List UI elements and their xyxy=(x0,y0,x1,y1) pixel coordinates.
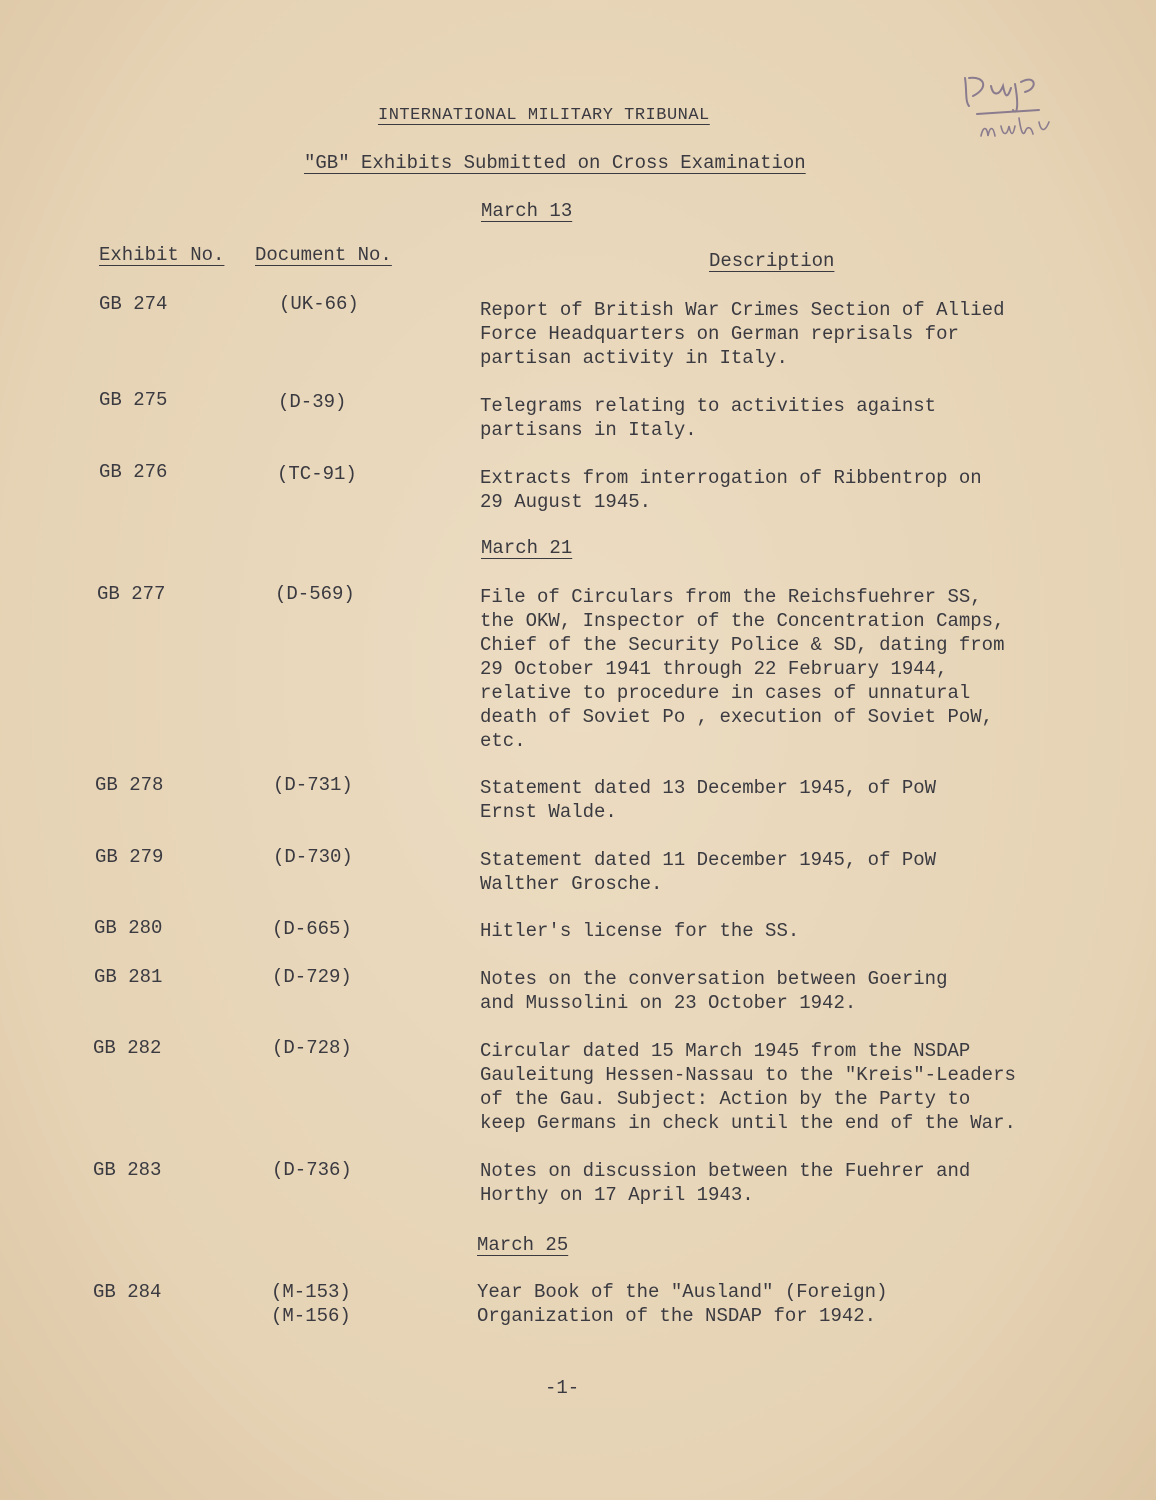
document-number: (D-729) xyxy=(272,966,352,988)
column-header-document: Document No. xyxy=(255,244,392,266)
document-title: INTERNATIONAL MILITARY TRIBUNAL xyxy=(378,106,710,125)
exhibit-number: GB 281 xyxy=(94,966,163,988)
exhibit-number: GB 274 xyxy=(99,293,168,315)
description-line: Organization of the NSDAP for 1942. xyxy=(477,1305,877,1327)
page-number: -1- xyxy=(545,1377,580,1399)
description-line: Statement dated 11 December 1945, of PoW xyxy=(480,849,937,871)
description-line: etc. xyxy=(480,730,526,752)
description-line: Notes on discussion between the Fuehrer and xyxy=(480,1160,971,1182)
description-line: Horthy on 17 April 1943. xyxy=(480,1184,754,1206)
date-heading: March 13 xyxy=(481,200,573,222)
description-line: Ernst Walde. xyxy=(480,801,617,823)
exhibit-number: GB 280 xyxy=(94,917,163,939)
document-number: (D-665) xyxy=(272,918,352,940)
description-line: Report of British War Crimes Section of Allied xyxy=(480,299,1005,321)
date-heading: March 21 xyxy=(481,537,573,559)
description-line: 29 August 1945. xyxy=(480,491,652,513)
description-line: Circular dated 15 March 1945 from the NSDAP xyxy=(480,1040,971,1062)
description-line: the OKW, Inspector of the Concentration Camps, xyxy=(480,610,1005,632)
description-line: partisans in Italy. xyxy=(480,419,697,441)
document-number: (D-730) xyxy=(273,846,353,868)
document-number: (D-728) xyxy=(272,1037,352,1059)
document-subtitle: "GB" Exhibits Submitted on Cross Examination xyxy=(304,152,806,174)
document-number: (TC-91) xyxy=(277,463,357,485)
description-line: Gauleitung Hessen-Nassau to the "Kreis"-Leaders xyxy=(480,1064,1016,1086)
exhibit-number: GB 282 xyxy=(93,1037,162,1059)
document-number: (UK-66) xyxy=(279,293,359,315)
description-line: partisan activity in Italy. xyxy=(480,347,788,369)
column-header-exhibit: Exhibit No. xyxy=(99,244,225,266)
exhibit-number: GB 284 xyxy=(93,1281,162,1303)
description-line: Force Headquarters on German reprisals for xyxy=(480,323,959,345)
exhibit-number: GB 278 xyxy=(95,774,164,796)
description-line: Year Book of the "Ausland" (Foreign) xyxy=(477,1281,888,1303)
exhibit-number: GB 277 xyxy=(97,583,166,605)
description-line: Notes on the conversation between Goering xyxy=(480,968,948,990)
description-line: Chief of the Security Police & SD, dating from xyxy=(480,634,1005,656)
description-line: Extracts from interrogation of Ribbentrop on xyxy=(480,467,982,489)
exhibit-number: GB 279 xyxy=(95,846,164,868)
date-heading: March 25 xyxy=(477,1234,569,1256)
document-number: (D-569) xyxy=(275,583,355,605)
description-line: File of Circulars from the Reichsfuehrer SS, xyxy=(480,586,982,608)
exhibit-number: GB 283 xyxy=(93,1159,162,1181)
document-number: (D-731) xyxy=(273,774,353,796)
handwritten-signature xyxy=(955,66,1065,156)
document-number: (M-153) xyxy=(271,1281,351,1303)
document-number: (D-736) xyxy=(272,1159,352,1181)
description-line: Telegrams relating to activities against xyxy=(480,395,937,417)
document-number: (D-39) xyxy=(278,391,347,413)
description-line: Hitler's license for the SS. xyxy=(480,920,800,942)
description-line: and Mussolini on 23 October 1942. xyxy=(480,992,857,1014)
exhibit-number: GB 276 xyxy=(99,461,168,483)
description-line: Walther Grosche. xyxy=(480,873,663,895)
description-line: of the Gau. Subject: Action by the Party to xyxy=(480,1088,971,1110)
description-line: keep Germans in check until the end of the War. xyxy=(480,1112,1016,1134)
description-line: 29 October 1941 through 22 February 1944, xyxy=(480,658,948,680)
column-header-description: Description xyxy=(709,250,835,272)
exhibit-number: GB 275 xyxy=(99,389,168,411)
description-line: Statement dated 13 December 1945, of PoW xyxy=(480,777,937,799)
description-line: death of Soviet Po , execution of Soviet PoW, xyxy=(480,706,994,728)
document-number: (M-156) xyxy=(271,1305,351,1327)
description-line: relative to procedure in cases of unnatural xyxy=(480,682,971,704)
